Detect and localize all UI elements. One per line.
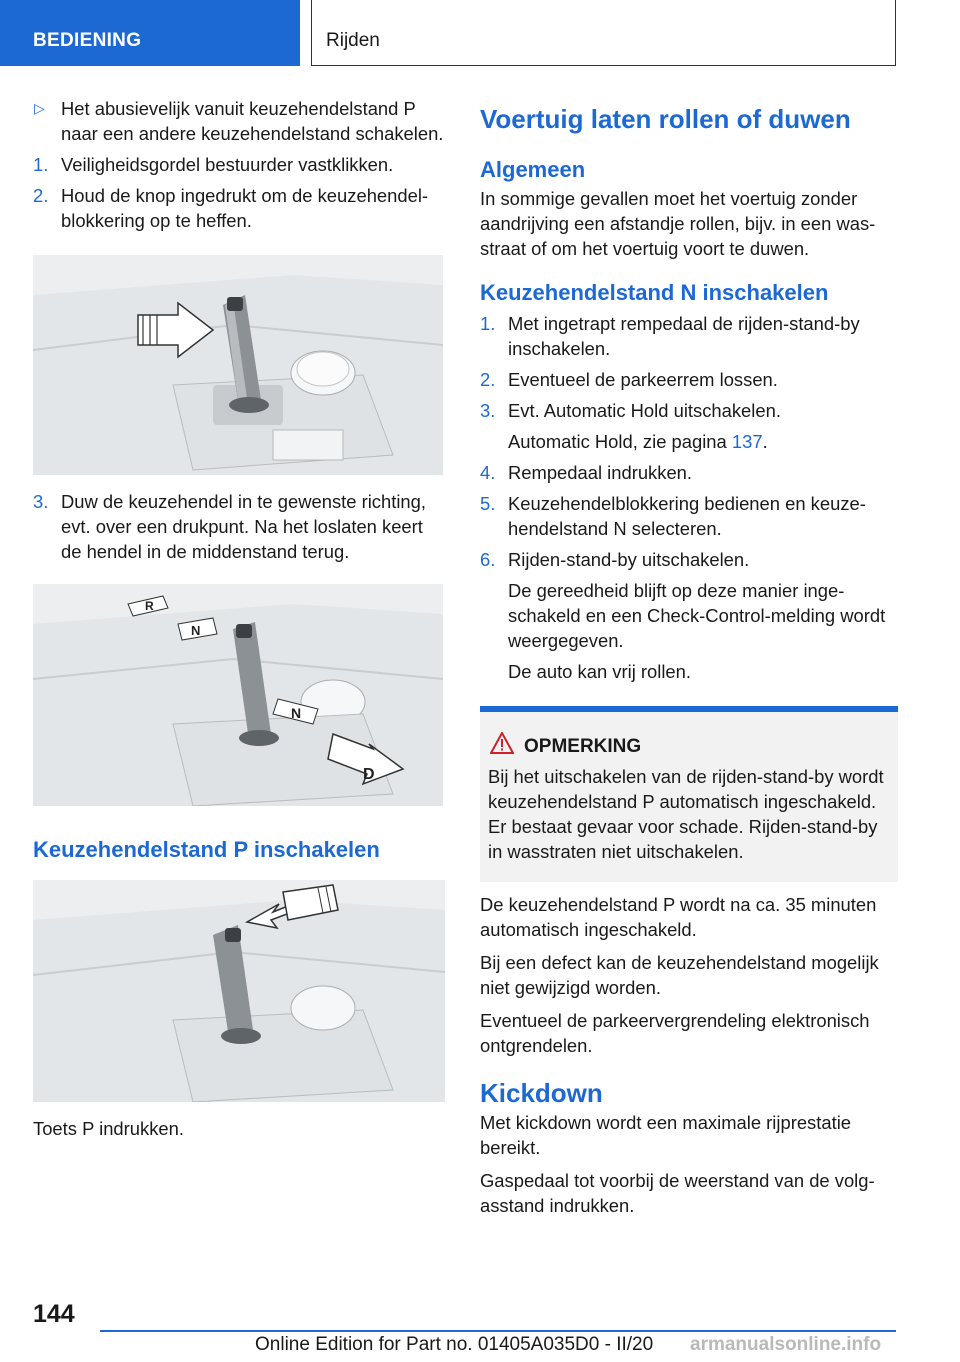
step-number: 5. xyxy=(480,493,496,514)
step-item-1 xyxy=(480,311,898,361)
fig-label-d: D xyxy=(363,766,375,783)
step-item-2 xyxy=(480,367,898,392)
step-6-note-2: De auto kan vrij rollen. xyxy=(508,661,691,682)
footer-rule xyxy=(100,1330,896,1332)
kickdown-text-1: Met kickdown wordt een maximale rijprestatie bereikt. xyxy=(480,1112,852,1158)
step-number: 1. xyxy=(33,154,49,175)
step-text: Eventueel de parkeerrem lossen. xyxy=(508,369,778,390)
step-number: 2. xyxy=(33,185,49,206)
step-text: Evt. Automatic Hold uitschakelen. xyxy=(508,400,781,421)
lever-illustration-icon xyxy=(33,255,443,475)
step-text: Houd de knop ingedrukt om de keuzehendelblokkering op te heffen. xyxy=(61,185,429,231)
step-text: Rijden-stand-by uitschakelen. xyxy=(508,549,750,570)
general-text: In sommige gevallen moet het voertuig zonder aandrijving een afstandje rollen, bijv. in een wasstraat of om het voertuig voort te duwen. xyxy=(480,188,876,259)
step-item-6 xyxy=(480,547,898,572)
auto-park-text: De keuzehendelstand P wordt na ca. 35 minuten automatisch ingeschakeld. xyxy=(480,894,877,940)
watermark: armanualsonline.info xyxy=(690,1334,882,1355)
edition-text: Online Edition for Part no. 01405A035D0 - II/20 xyxy=(255,1334,654,1355)
step-text: Veiligheidsgordel bestuurder vastklikken. xyxy=(61,154,394,175)
park-instruction: Toets P indrukken. xyxy=(33,1118,184,1139)
triangle-bullet-icon: ▷ xyxy=(34,100,45,116)
step-text: Duw de keuzehendel in te gewenste richting, evt. over een drukpunt. Na het loslaten keert de hendel in de middenstand terug. xyxy=(61,491,426,562)
defect-text: Bij een defect kan de keuzehendelstand mogelijk niet gewijzigd worden. xyxy=(480,952,879,998)
step-6-note-1: De gereedheid blijft op deze manier ingeschakeld en een Check-Control-melding wordt weergegeven. xyxy=(508,580,886,651)
step-item-1 xyxy=(33,152,445,177)
step-item-5 xyxy=(480,491,898,541)
section-label: BEDIENING xyxy=(33,30,142,51)
note-text: Bij het uitschakelen van de rijden-stand-by wordt keuzehendelstand P automatisch ingeschakeld. Er bestaat gevaar voor schade. Rijden-stand-by in wasstraten niet uitschakelen. xyxy=(488,766,884,862)
fig-label-n2: N xyxy=(291,705,302,721)
subheading-neutral: Keuzehendelstand N inschakelen xyxy=(480,280,829,305)
step-text: Keuzehendelblokkering bedienen en keuzehendelstand N selecteren. xyxy=(508,493,866,539)
lever-park-icon xyxy=(33,880,445,1102)
step-number: 6. xyxy=(480,549,496,570)
step-3-reference xyxy=(480,429,898,454)
heading-park: Keuzehendelstand P inschakelen xyxy=(33,837,380,862)
section-tab xyxy=(0,0,300,66)
note-title-text: OPMERKING xyxy=(524,736,642,757)
warning-note xyxy=(480,706,898,882)
note-body xyxy=(480,712,898,882)
step-item-4 xyxy=(480,460,898,485)
left-column xyxy=(33,96,445,1141)
step-number: 3. xyxy=(480,400,496,421)
right-column xyxy=(480,104,898,1218)
reference-end: . xyxy=(762,431,768,452)
step-number: 3. xyxy=(33,491,49,512)
section-title: Voertuig laten rollen of duwen xyxy=(480,104,851,134)
step-item-3 xyxy=(33,489,445,564)
step-number: 4. xyxy=(480,462,496,483)
unlock-text: Eventueel de parkeervergrendeling elektronisch ontgrendelen. xyxy=(480,1010,870,1056)
step-number: 1. xyxy=(480,313,496,334)
figure-selector-directions xyxy=(33,584,443,806)
bullet-text: Het abusievelijk vanuit keuzehendelstand P naar een andere keuzehendelstand schakelen. xyxy=(61,98,444,144)
step-text: Rempedaal indrukken. xyxy=(508,462,693,483)
note-title xyxy=(488,736,890,758)
figure-press-p xyxy=(33,880,445,1102)
chapter-label: Rijden xyxy=(326,30,380,51)
step-number: 2. xyxy=(480,369,496,390)
page-number: 144 xyxy=(33,1300,75,1328)
fig-label-n: N xyxy=(191,623,201,638)
kickdown-title: Kickdown xyxy=(480,1078,603,1108)
kickdown-text-2: Gaspedaal tot voorbij de weerstand van de volgasstand indrukken. xyxy=(480,1170,875,1216)
step-text: Met ingetrapt rempedaal de rijden-stand-by inschakelen. xyxy=(508,313,860,359)
subheading-general: Algemeen xyxy=(480,157,586,182)
page-link[interactable]: 137 xyxy=(731,431,763,452)
bullet-item xyxy=(33,96,445,146)
chapter-box xyxy=(311,0,896,66)
figure-selector-lever-unlock xyxy=(33,255,443,475)
reference-text: Automatic Hold, zie pagina xyxy=(508,431,732,452)
step-item-2 xyxy=(33,183,445,233)
page-footer xyxy=(0,1290,960,1362)
page-header xyxy=(0,0,960,66)
step-item-3 xyxy=(480,398,898,423)
warning-triangle-icon xyxy=(490,732,514,760)
fig-label-r: R xyxy=(145,599,154,613)
lever-directions-icon xyxy=(33,584,443,806)
